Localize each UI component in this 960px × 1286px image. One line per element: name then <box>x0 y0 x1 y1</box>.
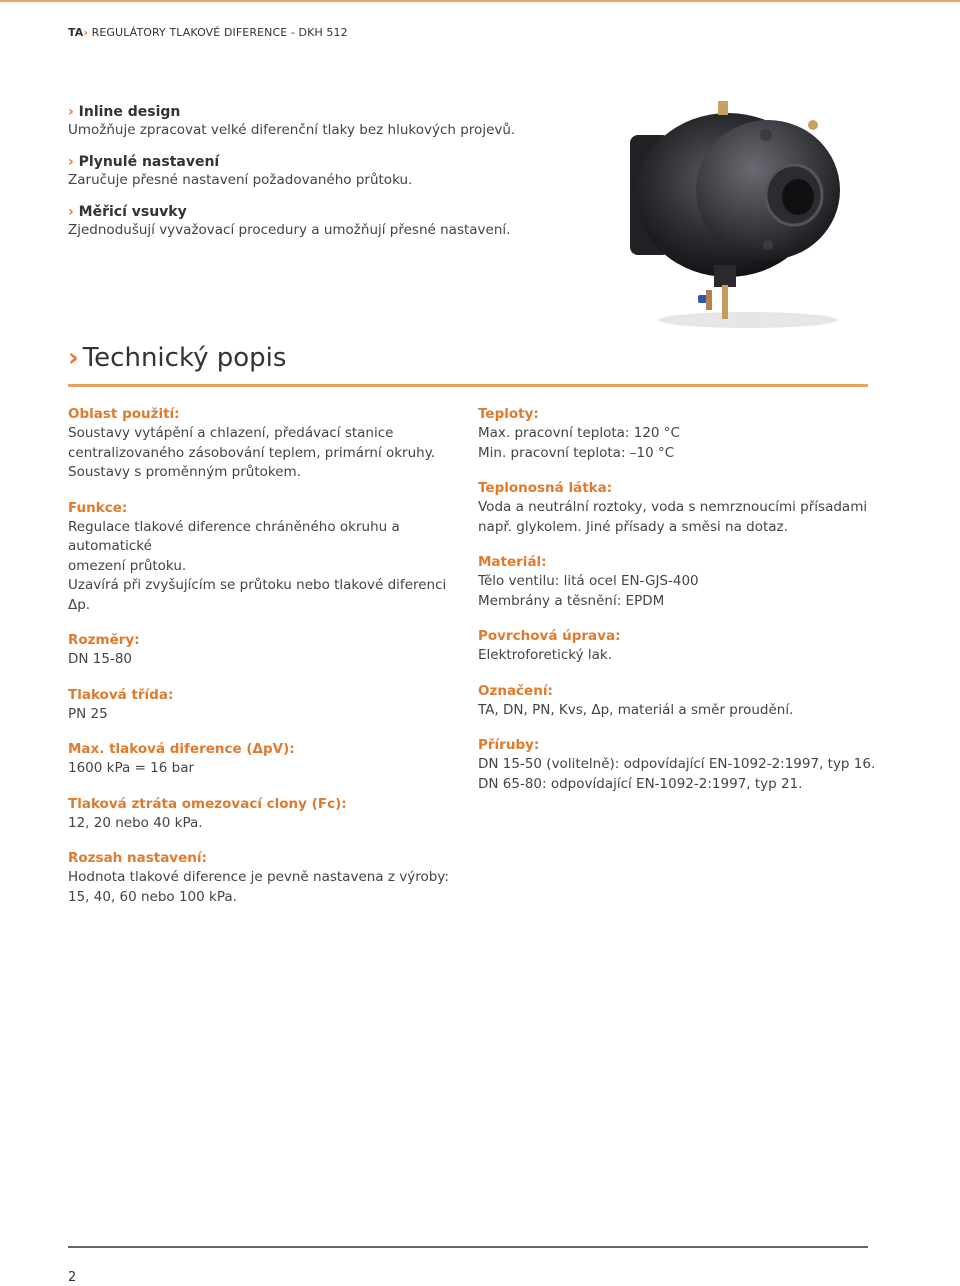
spec-label: Teploty: <box>478 406 539 422</box>
spec-label: Max. tlaková diference (ΔpV): <box>68 741 295 757</box>
spec-text: Elektroforetický lak. <box>478 647 612 663</box>
spec-label: Funkce: <box>68 499 128 516</box>
spec-text: omezení průtoku. <box>68 557 187 574</box>
spec-text: TA, DN, PN, Kvs, Δp, materiál a směr proudění. <box>478 701 794 718</box>
spec-text: 15, 40, 60 nebo 100 kPa. <box>68 888 237 905</box>
spec-text: Voda a neutrální roztoky, voda s nemrznoucími přísadami <box>478 499 868 515</box>
spec-label: Oblast použití: <box>68 406 180 422</box>
right-column <box>478 405 878 810</box>
feature-text: Zjednodušují vyvažovací procedury a umožňují přesné nastavení. <box>68 222 511 238</box>
spec-block <box>478 682 878 721</box>
spec-block <box>68 686 468 725</box>
spec-text: např. glykolem. Jiné přísady a směsi na dotaz. <box>478 518 788 535</box>
section-title-text: Technický popis <box>82 343 287 373</box>
spec-text: Uzavírá při zvyšujícím se průtoku nebo tlakové diferenci Δp. <box>68 577 447 613</box>
page-header <box>68 26 348 39</box>
chevron-right-icon: › <box>68 104 74 120</box>
spec-label: Materiál: <box>478 554 547 570</box>
spec-label: Tlaková třída: <box>68 686 174 703</box>
feature-item <box>68 204 588 238</box>
spec-block <box>68 795 468 834</box>
spec-text: DN 65-80: odpovídající EN-1092-2:1997, typ 21. <box>478 775 803 792</box>
spec-text: Min. pracovní teplota: –10 °C <box>478 444 675 461</box>
spec-text: PN 25 <box>68 705 108 722</box>
spec-label: Povrchová úprava: <box>478 628 621 644</box>
spec-text: Max. pracovní teplota: 120 °C <box>478 425 680 441</box>
feature-text: Zaručuje přesné nastavení požadovaného průtoku. <box>68 172 413 188</box>
section-rule <box>68 384 868 387</box>
spec-label: Rozměry: <box>68 632 140 648</box>
spec-label: Označení: <box>478 682 553 699</box>
valve-illustration <box>618 95 868 335</box>
feature-text: Umožňuje zpracovat velké diferenční tlaky bez hlukových projevů. <box>68 122 516 138</box>
spec-text: Soustavy s proměnným průtokem. <box>68 464 301 480</box>
spec-label: Tlaková ztráta omezovací clony (Fc): <box>68 795 347 812</box>
page-number: 2 <box>68 1270 77 1285</box>
feature-item <box>68 104 588 138</box>
header-brand: TA <box>68 26 84 39</box>
left-column <box>68 405 468 923</box>
top-accent-rule <box>0 0 960 2</box>
spec-block <box>478 736 878 794</box>
chevron-right-icon: › <box>83 26 89 39</box>
spec-text: 1600 kPa = 16 bar <box>68 760 195 776</box>
spec-label: Teplonosná látka: <box>478 480 613 496</box>
product-photo <box>618 95 868 335</box>
spec-block <box>478 553 878 611</box>
spec-block <box>68 849 468 907</box>
feature-item <box>68 154 588 188</box>
spec-text: Soustavy vytápění a chlazení, předávací stanice <box>68 425 394 441</box>
spec-text: Hodnota tlakové diference je pevně nastavena z výroby: <box>68 869 449 885</box>
feature-title: Plynulé nastavení <box>78 154 220 170</box>
section-title <box>68 343 286 373</box>
spec-block <box>68 631 468 670</box>
feature-title: Inline design <box>78 104 181 120</box>
spec-text: Regulace tlakové diference chráněného okruhu a automatické <box>68 518 400 554</box>
spec-text: 12, 20 nebo 40 kPa. <box>68 814 203 831</box>
spec-label: Příruby: <box>478 737 540 753</box>
footer-rule <box>68 1246 868 1248</box>
spec-block <box>68 499 468 616</box>
spec-block <box>68 740 468 779</box>
spec-text: centralizovaného zásobování teplem, primární okruhy. <box>68 444 436 461</box>
spec-text: Tělo ventilu: litá ocel EN-GJS-400 <box>478 573 699 589</box>
spec-text: DN 15-80 <box>68 651 133 667</box>
spec-text: DN 15-50 (volitelně): odpovídající EN-1092-2:1997, typ 16. <box>478 756 876 772</box>
chevron-right-icon: › <box>68 204 74 220</box>
chevron-right-icon: › <box>68 154 74 170</box>
feature-title: Měřicí vsuvky <box>78 204 187 220</box>
spec-text: Membrány a těsnění: EPDM <box>478 592 665 609</box>
spec-block <box>68 405 468 483</box>
header-title: REGULÁTORY TLAKOVÉ DIFERENCE - DKH 512 <box>91 26 348 39</box>
spec-block <box>478 405 878 463</box>
chevron-right-icon: › <box>68 343 79 373</box>
spec-label: Rozsah nastavení: <box>68 850 207 866</box>
spec-block <box>478 627 878 666</box>
spec-block <box>478 479 878 537</box>
